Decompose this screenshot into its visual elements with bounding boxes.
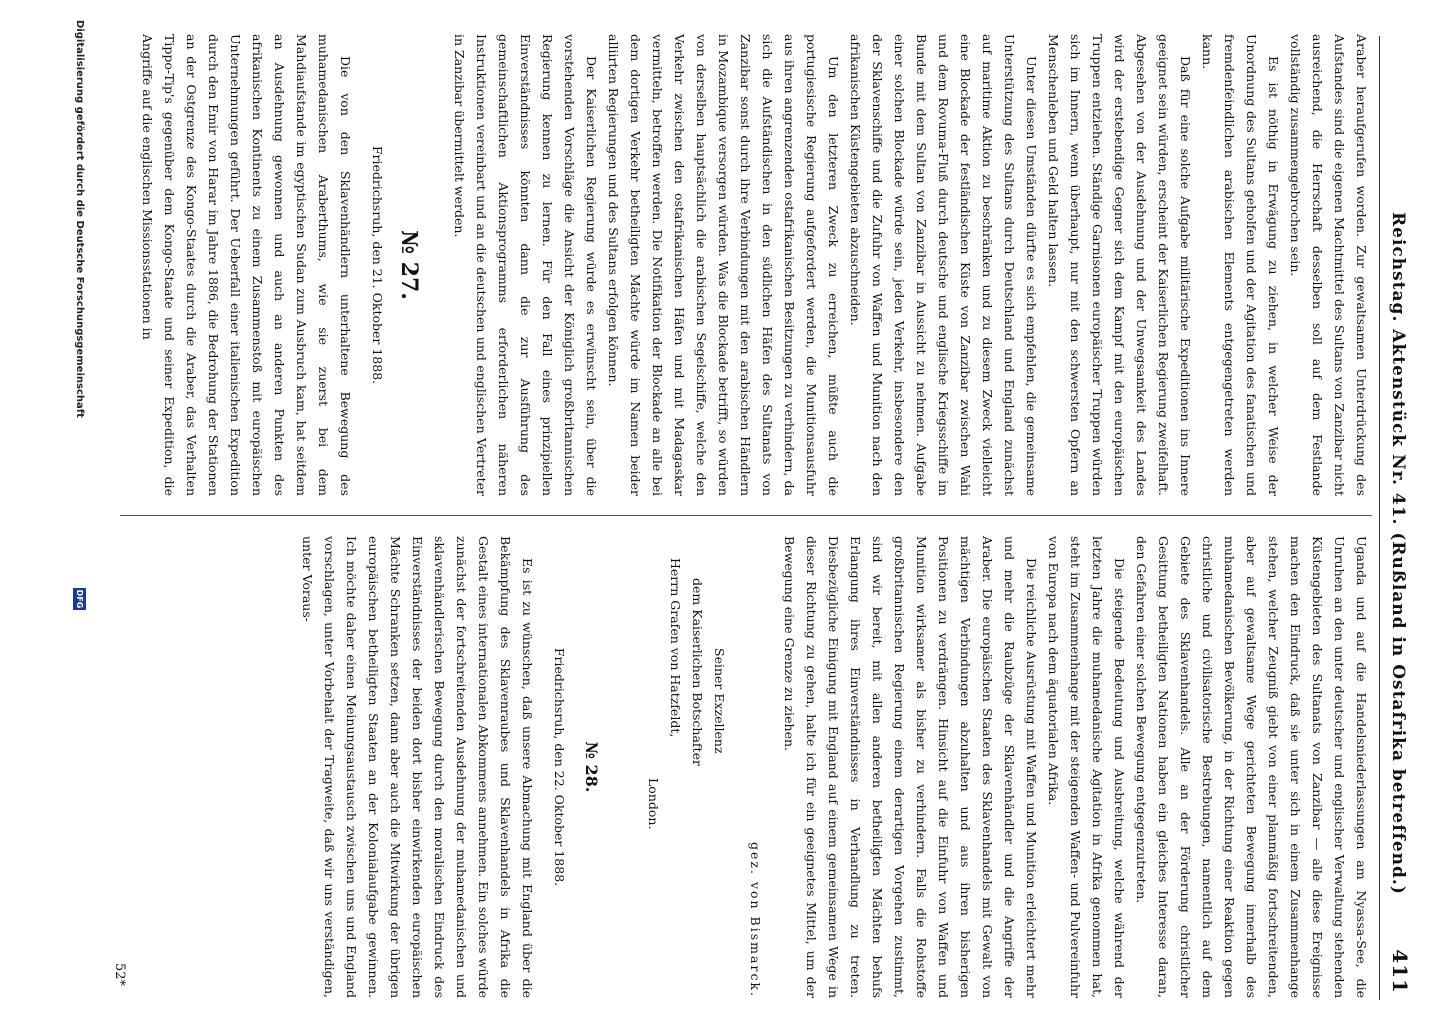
digitization-text: Digitalisierung gefördert durch die Deutsche Forschungsgemeinschaft xyxy=(74,20,85,418)
digitization-credit xyxy=(70,16,86,1016)
paragraph: Die steigende Bedeutung und Ausbreitung, welche während der letzten Jahre die muhamedanische Agitation in Afrika genommen hat, steht im Zusammenhange mit der steigenden Waffen- und Pulvereinfuhr von Europa nach dem äquatorialen Afrika. xyxy=(1046,536,1127,998)
address-line: London. xyxy=(646,778,661,830)
document-number-28: № 28. xyxy=(582,741,601,793)
column-divider xyxy=(120,515,1372,516)
paragraph: Der Kaiserlichen Regierung würde es erwünscht sein, über die vorstehenden Vorschläge die Ansicht der Königlich großbritannischen Regierung kennen zu lernen. Für den Fall eines prinzipiellen Einverständnisses könnten dann die zur Ausführung des gemeinschaftlichen Aktionsprogramms erforderlichen näheren Instruktionen vereinbart und an die deutschen und englischen Vertreter in Zanzibar übermittelt werden. xyxy=(452,34,599,496)
document-page xyxy=(100,16,1432,1016)
page-header xyxy=(1382,32,1414,1000)
dateline-28: Friedrichsruh, den 22. Oktober 1888. xyxy=(552,647,567,887)
dateline-27: Friedrichsruh, den 21. Oktober 1888. xyxy=(370,145,385,385)
paragraph: Es ist nöthig in Erwägung zu ziehen, in welcher Weise der Unordnung des Sultans geholfen und der Agitation des fanatischen und fremdenfeindlichen arabischen Elements entgegengetreten werden kann. xyxy=(1200,34,1281,496)
paragraph: Unter diesen Umständen dürfte es sich empfehlen, die gemeinsame Unterstützung des Sultans durch Deutschland und England zunächst auf maritime Aktion zu beschränken und zu diesem Zweck vielleicht eine Blockade der festländischen Küste von Zanzibar zwischen Wahi und dem Rovuma-Fluß durch deutsche und englische Kriegsschiffe im Bunde mit dem Sultan von Zanzibar in Aussicht zu nehmen. Aufgabe einer solchen Blockade würde sein, jeden Verkehr, insbesondere den der Sklavenschiffe und die Zufuhr von Waffen und Munition nach den afrikanischen Küstengebieten abzuschneiden. xyxy=(848,34,1039,496)
document-number-27: № 27. xyxy=(396,230,422,300)
signature-bismarck: gez. von Bismarck. xyxy=(748,842,763,998)
address-line: Seiner Exzellenz xyxy=(712,648,727,754)
paragraph: Um den letzteren Zweck zu erreichen, müßte auch die portugiesische Regierung aufgefordert werden, die Munitionsausfuhr aus ihren angrenzenden ostafrikanischen Besitzungen zu verhindern, da sich die Aufständischen in den südlichen Häfen des Sultanats von Zanzibar sonst durch ihre Verbindungen mit den arabischen Händlern in Mozambique versorgen würden. Was die Blockade betrifft, so würden von derselben hauptsächlich die arabischen Segelschiffe, welche den Verkehr zwischen den ostafrikanischen Häfen und mit Madagaskar vermitteln, betroffen werden. Die Notifikation der Blockade an alle bei dem dortigen Verkehr betheiligten Mächte würde im Namen beider alliirten Regierungen und des Sultans erfolgen können. xyxy=(606,34,841,496)
header-rule xyxy=(1379,36,1380,1000)
paragraph: Es ist zu wünschen, daß unsere Abmachung mit England über die Bekämpfung des Sklavenraubes und Sklavenhandels in Afrika die Gestalt eines internationalen Abkommens annehmen. Ein solches würde zunächst der fortschreitenden Ausdehnung der muhamedanischen und sklavenhändlerischen Bewegung durch den moralischen Eindruck des Einverständnisses der beiden dort bisher einwirkenden europäischen Mächte Schranken setzen, dann aber auch die Mitwirkung der übrigen europäischen betheiligten Staaten an der Kolonialaufgabe gewinnen. Ich möchte daher einen Meinungsaustausch zwischen uns und England vorschlagen, unter Vorbehalt der Tragweite, daß wir uns verständigen, unter Voraus- xyxy=(300,536,535,998)
signature-mark: 52* xyxy=(112,962,127,986)
paragraph: Araber heraufgerufen worden. Zur gewaltsamen Unterdrückung des Aufstandes sind die eigenen Machtmittel des Sultans von Zanzibar nicht ausreichend, die Herrschaft desselben soll auf dem Festlande vollständig zusammengebrochen sein. xyxy=(1288,34,1369,496)
paragraph: Die reichliche Ausrüstung mit Waffen und Munition erleichtert mehr und mehr die Raubzüge der Sklavenhändler und die Angriffe der Araber. Die europäischen Staaten des Sklavenhandels mit Gewalt von mächtigen Verbindungen abzuhalten und aus ihren bisherigen Positionen zu verdrängen. Hinsicht auf die Einfuhr von Waffen und Munition wirksamer als bisher zu verhindern. Falls die Rohstoffe großbritannischen Regierung einem derartigen Vorgehen zustimmt, sind wir bereit, mit allen anderen betheiligten Mächten behufs Erlangung ihres Einverständnisses in Verhandlung zu treten. Diesbezügliche Einigung mit England auf einem gemeinsamen Wege in dieser Richtung zu gehen, halte ich für ein geeignetes Mittel, um der Bewegung eine Grenze zu ziehen. xyxy=(782,536,1039,998)
rotated-page-scan xyxy=(0,16,1432,1016)
paragraph: Daß für eine solche Aufgabe militärische Expeditionen ins Innere geeignet sein würden, erscheint der Kaiserlichen Regierung zweifelhaft. Abgesehen von der Ausdehnung und der Unwegsamkeit des Landes wird der erstebendige Gegner sich dem Kampf mit den europäischen Truppen entziehen. Ständige Garnisonen europäischer Truppen würden sich im Innern, wenn überhaupt, nur mit den schwersten Opfern an Menschenleben und Geld halten lassen. xyxy=(1046,34,1193,496)
left-column xyxy=(120,34,1372,496)
paragraph: Die von den Sklavenhändlern unterhaltene Bewegung des muhamedanischen Araberthums, wie sie zuerst bei dem Mahdiaufstande im egyptischen Sudan zum Ausbruch kam, hat seitdem an Ausdehnung gewonnen und auch an anderen Punkten des afrikanischen Kontinents zu einem Zusammenstoß mit europäischen Unternehmungen geführt. Der Ueberfall einer italienischen Expedition durch den Emir von Harar im Jahre 1886, die Bedrohung der Stationen an der Ostgrenze des Kongo-Staates durch die Araber, das Verhalten Tippo-Tip's gegenüber dem Kongo-Staate und seiner Expedition, die Angriffe auf die englischen Missionsstationen in xyxy=(140,34,353,496)
right-column xyxy=(120,536,1372,998)
page-number: 411 xyxy=(1388,949,1412,994)
running-title: Reichstag. Aktenstück Nr. 41. (Rußland in Ostafrika betreffend.) xyxy=(1388,212,1408,895)
dfg-logo-icon: DFG xyxy=(75,589,84,609)
address-line: Herrn Grafen von Hatzfeldt, xyxy=(668,558,683,738)
address-line: dem Kaiserlichen Botschafter xyxy=(690,578,705,766)
paragraph: Uganda und auf die Handelsniederlassungen am Nyassa-See, die Unruhen an den unter deutscher und englischer Verwaltung stehenden Küstengebieten des Sultanats von Zanzibar — alle diese Ereignisse machen den Eindruck, daß sie unter sich in einem Zusammenhange stehen, welcher Zeugniß giebt von einer planmäßig fortschreitenden, aber auf gewaltsame Wege gerichteten Bewegung innerhalb des muhamedanischen Bevölkerung, in der Richtung einer Reaktion gegen christliche und civilisatorische Bestrebungen, namentlich auf dem Gebiete des Sklavenhandels. Alle an der Förderung christlicher Gesittung betheiligten Nationen haben ein gleiches Interesse daran, den Gefahren einer solchen Bewegung entgegenzutreten. xyxy=(1134,536,1369,998)
